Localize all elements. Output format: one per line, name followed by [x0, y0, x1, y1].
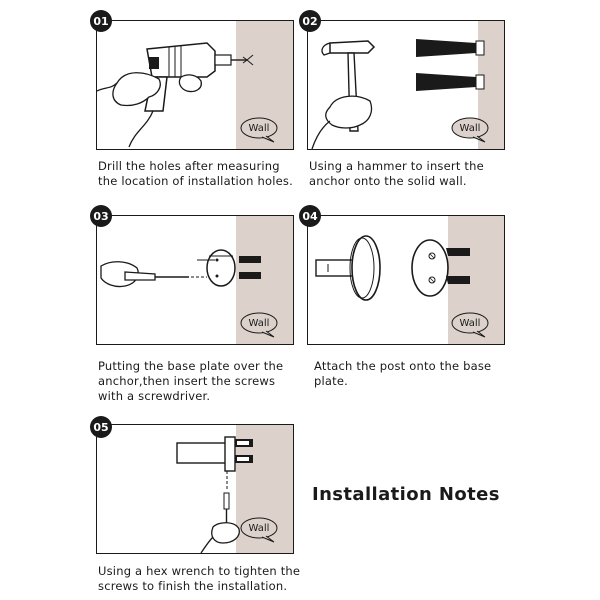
wall-label-bubble: [240, 312, 278, 336]
wall-label-bubble: [451, 312, 489, 336]
caption-line: with a screwdriver.: [98, 389, 211, 403]
step-caption-04: [314, 359, 514, 389]
step-number-badge-01: 01: [90, 10, 112, 32]
wall-label-bubble: [240, 517, 278, 541]
step-caption-05: [98, 564, 318, 594]
caption-line: anchor onto the solid wall.: [309, 174, 467, 188]
step-panel-03: [96, 215, 294, 345]
caption-line: screws to finish the installation.: [98, 579, 288, 593]
caption-line: plate.: [314, 374, 348, 388]
step-panel-05: [96, 424, 294, 554]
step-number-badge-02: 02: [299, 10, 321, 32]
step-caption-03: [98, 359, 298, 404]
step-caption-02: [309, 159, 509, 189]
wall-label-bubble: [240, 117, 278, 141]
step-caption-01: [98, 159, 298, 189]
wall-label: Wall: [248, 317, 270, 329]
caption-line: Attach the post onto the base: [314, 359, 492, 373]
installation-notes-title: Installation Notes: [312, 484, 500, 505]
wall-label: Wall: [248, 122, 270, 134]
step-panel-01: [96, 20, 294, 150]
caption-line: Putting the base plate over the: [98, 359, 284, 373]
caption-line: Using a hammer to insert the: [309, 159, 484, 173]
wall-label: Wall: [459, 317, 481, 329]
step-number-badge-04: 04: [299, 205, 321, 227]
step-panel-04: [307, 215, 505, 345]
caption-line: anchor,then insert the screws: [98, 374, 276, 388]
caption-line: the location of installation holes.: [98, 174, 293, 188]
wall-label: Wall: [459, 122, 481, 134]
step-panel-02: [307, 20, 505, 150]
wall-label-bubble: [451, 117, 489, 141]
step-number-badge-05: 05: [90, 416, 112, 438]
step-number-badge-03: 03: [90, 205, 112, 227]
wall-label: Wall: [248, 522, 270, 534]
caption-line: Using a hex wrench to tighten the: [98, 564, 301, 578]
caption-line: Drill the holes after measuring: [98, 159, 280, 173]
